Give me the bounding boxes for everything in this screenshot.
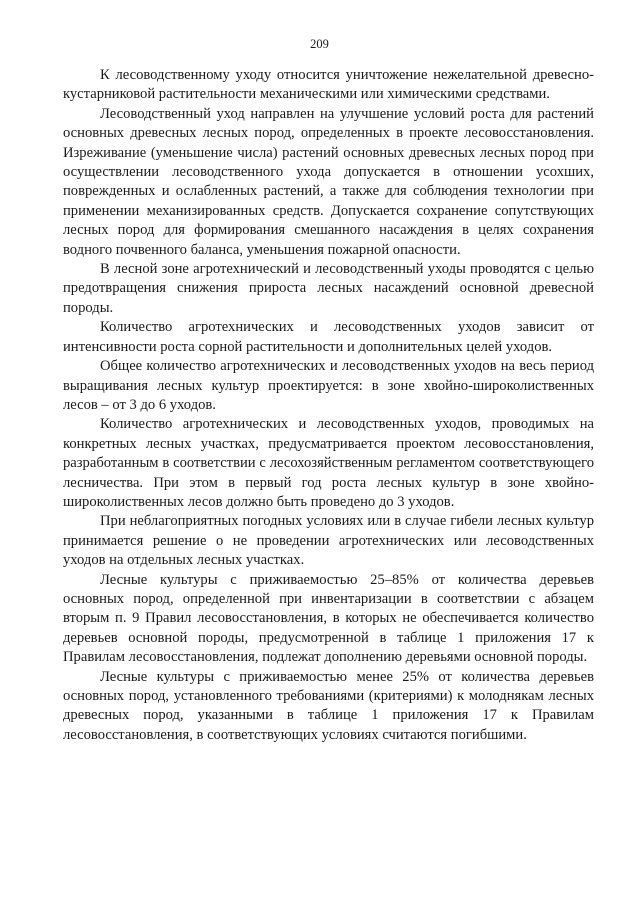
paragraph-total-care-count: Общее количество агротехнических и лесоводственных уходов на весь период выращивания лесных культур проектируется: в зоне хвойно-широколиственных лесов – от 3 до 6 уходов.: [63, 358, 594, 413]
paragraph-care-quantity-factors: Количество агротехнических и лесоводственных уходов зависит от интенсивности роста сорной растительности и дополнительных целей уходов.: [63, 319, 594, 355]
paragraph-unfavorable-conditions: При неблагоприятных погодных условиях или в случае гибели лесных культур принимается решение о не проведении агротехнических или лесоводственных уходов на отдельных лесных участках.: [63, 513, 594, 569]
paragraph-survival-below-25: Лесные культуры с приживаемостью менее 25% от количества деревьев основных пород, установленного требованиями (критериями) к молоднякам лесных древесных пород, указанными в таблице 1 приложения 17 к Правилам лесовосстановления, в соответствующих условиях считаются погибшими.: [63, 668, 594, 743]
paragraph-care-planning: Количество агротехнических и лесоводственных уходов, проводимых на конкретных лесных участках, предусматривается проектом лесовосстановления, разработанным в соответствии с лесохозяйственным регламентом соответствующего лесничества. При этом в первый год роста лесных культур в зоне хвойно-широколиственных лесов должно быть проведено до 3 уходов.: [63, 416, 594, 510]
paragraph-survival-25-85: Лесные культуры с приживаемостью 25–85% от количества деревьев основных пород, определенной при инвентаризации в соответствии с абзацем вторым п. 9 Правил лесовосстановления, в которых не обеспечивается количество деревьев основной породы, предусмотренной в таблице 1 приложения 17 к Правилам лесовосстановления, подлежат дополнению деревьями основной породы.: [63, 571, 594, 666]
document-body: [63, 66, 594, 745]
paragraph-silvicultural-care-purpose: Лесоводственный уход направлен на улучшение условий роста для растений основных древесных лесных пород, определенных в проекте лесовосстановления. Изреживание (уменьшение числа) растений основных древесных лесных пород при осуществлении лесоводственного ухода допускается в отношении усохших, поврежденных и ослабленных растений, а также для соблюдения технологии при применении механизированных средств. Допускается сохранение сопутствующих лесных пород для формирования смешанного насаждения в целях сохранения водного почвенного баланса, уменьшения пожарной опасности.: [63, 105, 594, 258]
paragraph-weed-removal: К лесоводственному уходу относится уничтожение нежелательной древесно-кустарниковой растительности механическими или химическими средствами.: [63, 67, 594, 103]
page-number: 209: [310, 37, 329, 51]
paragraph-forest-zone-care: В лесной зоне агротехнический и лесоводственный уходы проводятся с целью предотвращения снижения прироста лесных насаждений основной древесной породы.: [63, 261, 594, 316]
